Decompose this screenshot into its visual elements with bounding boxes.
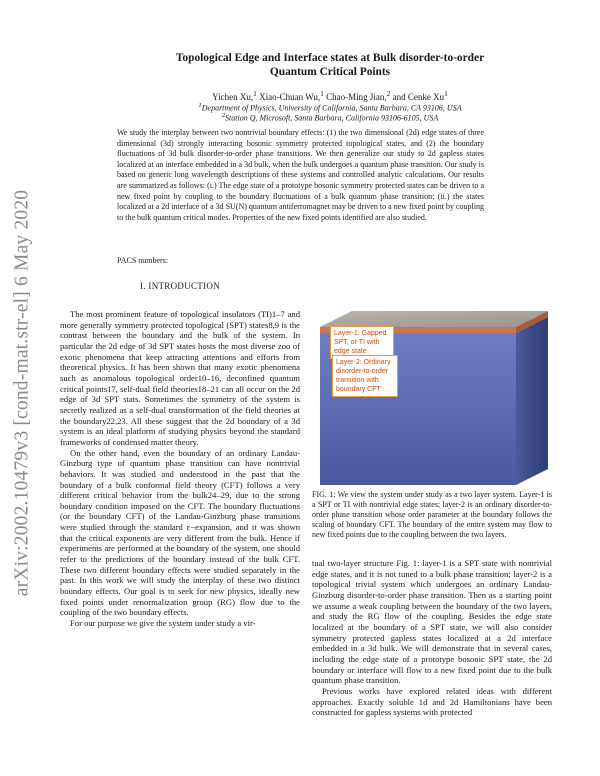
- layer1-label: Layer-1: Gapped SPT, or TI with edge state: [330, 326, 394, 359]
- layer2-label: Layer-2: Ordinary disorder-to-order transition with boundary CFT: [332, 355, 398, 397]
- author-1-affil: 1: [253, 89, 257, 98]
- author-1: Yichen Xu,: [212, 92, 254, 102]
- affiliation-2-number: 2: [221, 112, 226, 119]
- section-heading-introduction: I. INTRODUCTION: [140, 281, 220, 291]
- right-paragraph-2: Previous works have explored related ideas with different approaches. Exactly soluble 1d and 2d Hamiltonians have been constructed for gapless systems with protected: [312, 685, 552, 718]
- paper-title: [60, 51, 600, 79]
- pacs-numbers: PACS numbers:: [117, 256, 169, 265]
- arxiv-stamp: [2, 189, 42, 596]
- abstract: We study the interplay between two nontrivial boundary effects: (1) the two dimensional (2d) edge states of three dimensional (3d) strongly interacting bosonic symmetry protected topological states, and (2) the boundary fluctuations of 3d bulk disorder-to-order phase transitions. We then generalize our study to 2d gapless states localized at an interface embedded in a 3d bulk, when the bulk undergoes a quantum phase transition. Our study is based on generic long wavelength descriptions of these systems and controlled analytic calculations. Our results are summarized as follows: (i.) The edge state of a prototype bosonic symmetry protected states can be driven to a new fixed point by coupling to the boundary fluctuations of a bulk quantum phase transition; (ii.) the states localized at a 2d interface of a 3d SU(N) quantum antiferromagnet may be driven to a new fixed point by coupling to the bulk quantum critical modes. Properties of the new fixed points identified are also studied.: [117, 128, 484, 222]
- affiliation-1-text: Department of Physics, University of California, Santa Barbara, CA 93106, USA: [201, 103, 462, 113]
- figure-1-caption: FIG. 1: We view the system under study as a two layer system. Layer-1 is a SPT or TI with nontrivial edge states; layer-2 is an ordinary disorder-to-order phase transition whose order parameter at the boundary follows the scaling of boundary CFT. The boundary of the entire system may flow to new fixed points due to the coupling between the two layers.: [312, 490, 552, 539]
- layer2-side-face: [516, 317, 548, 485]
- author-3-affil: 2: [386, 89, 391, 98]
- title-line-2: Quantum Critical Points: [269, 66, 391, 78]
- intro-paragraph-3: For our purpose we give the system under study a vir-: [70, 618, 256, 629]
- right-paragraph-1: tual two-layer structure Fig. 1: layer-1 is a SPT state with nontrivial edge states, and it is not tuned to a bulk phase transition; layer-2 is a topological trivial system which undergoes an ordinary Landau-Ginzburg disorder-to-order phase transition. Then as a starting point we assume a weak coupling between the boundary of the two layers, and study the RG flow of the coupling. Besides the edge state localized at the boundary of a SPT state, we will also consider symmetry protected gapless states localized at a 2d interface embedded in a 3d bulk. We will demonstrate that in several cases, including the edge state of a prototype bosonic SPT state, the 2d boundary or interface will flow to a new fixed point due to the bulk quantum phase transition.: [312, 558, 552, 686]
- affiliation-2-text: Station Q, Microsoft, Santa Barbara, California 93106-6105, USA: [225, 113, 439, 123]
- left-column: [60, 309, 300, 629]
- intro-paragraph-2: On the other hand, even the boundary of an ordinary Landau-Ginzburg type of quantum phase transition can have nontrivial behaviors. It was studied and understood in the past that the boundary of a bulk conformal field theory (CFT) follows a very different critical behavior from the bulk24–29, due to the strong boundary condition imposed on the CFT. The boundary fluctuations (or the boundary CFT) of the Landau-Ginzburg phase transitions were studied through the standard ε−expansion, and it was shown that the critical exponents are very different from the bulk. Hence if experiments are performed at the boundary of the system, one should refer to the predictions of the boundary instead of the bulk CFT. These two different boundary effects were studied separately in the past. In this work we will study the interplay of these two distinct boundary effects. Our goal is to seek for new physics, ideally new fixed points under renormalization group (RG) flow due to the coupling of the two boundary effects.: [60, 447, 300, 618]
- author-4-affil: 1: [444, 89, 448, 98]
- figure-1: [312, 309, 552, 487]
- author-3: Chao-Ming Jian,: [323, 92, 387, 102]
- author-4: and Cenke Xu: [390, 92, 445, 102]
- author-2: Xiao-Chuan Wu,: [256, 92, 321, 102]
- affiliation-2: [60, 111, 600, 124]
- affiliation-1-number: 1: [198, 102, 202, 109]
- intro-paragraph-1: The most prominent feature of topological insulators (TI)1–7 and more generally symmetry protected topological (SPT) states8,9 is the contrast between the boundary and the bulk of the system. In particular the 2d edge of 3d SPT states hosts the most diverse zoo of exotic phenomena that keep attracting attentions and efforts from theoretical physics. It has been shown that many exotic phenomena such as anomalous topological order10–16, deconfined quantum critical points17, self-dual field theories18–21 can all occur on the 2d edge of 3d SPT stats. Sometimes the symmetry of the system is secretly realized as a self-dual transformation of the field theories at the boundary22,23. All these suggest that the 2d boundary of a 3d system is an ideal platform of studying physics beyond the standard frameworks of condensed matter theory.: [60, 309, 300, 447]
- title-line-1: Topological Edge and Interface states at Bulk disorder-to-order: [175, 52, 485, 64]
- right-column: [312, 558, 552, 718]
- arxiv-stamp-text: arXiv:2002.10479v3 [cond-mat.str-el] 6 May 2020: [11, 189, 33, 596]
- layer1-top-face: [320, 311, 548, 327]
- author-2-affil: 1: [320, 89, 324, 98]
